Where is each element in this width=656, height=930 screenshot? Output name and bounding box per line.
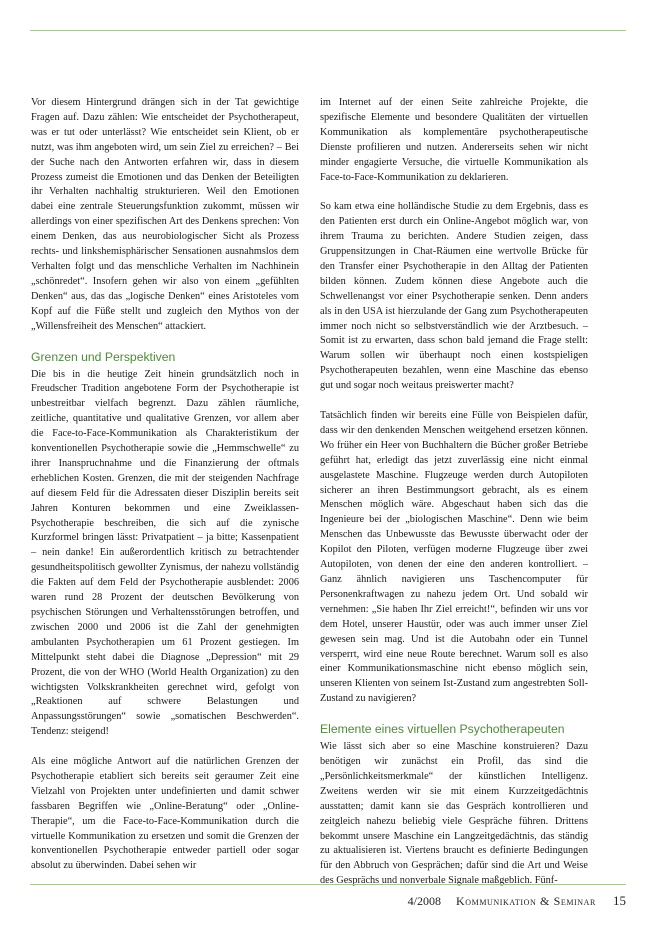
issue-number: 4/2008 — [407, 894, 441, 908]
right-column — [320, 96, 588, 889]
paragraph: im Internet auf der einen Seite zahlreiche Projekte, die spezifische Elemente und besondere Qualitäten der virtuellen Kommunikation als komplementäre psychotherapeutische Dienste profilieren und nutzen. Andererseits sehen wir nicht minder engagierte Versuche, die virtuelle Kommunikation als Face-to-Face-Kommunikation zu deklarieren. — [320, 97, 588, 183]
page-number: 15 — [613, 893, 626, 908]
paragraph: Tatsächlich finden wir bereits eine Fülle von Beispielen dafür, dass wir den denkenden Menschen weitgehend ersetzen können. Wo früher ein Heer von Buchhaltern die Bücher großer Betriebe geführt hat, erledigt das jetzt zuverlässig eine nicht einmal ausgelastete Maschine. Flugzeuge werden durch Autopiloten sicherer an ihren Bestimmungsort gebracht, als es einem Menschen möglich wäre. Abgeschaut haben sich das die Ingenieure bei der „biologischen Maschine“. Denn wie beim Menschen das Unbewusste das Bewusste überwacht oder der Kopilot den Piloten, verfügen moderne Flugzeuge über zwei Autopiloten, von denen der eine den anderen kontrolliert. – Ganz ähnlich navigieren uns Taschencomputer für Personenkraftwagen zu nahezu jedem Ort. Und sobald wir vernehmen: „Sie haben Ihr Ziel erreicht!“, befinden wir uns vor dem Hotel, unserer Haustür, oder was auch immer unser Ziel gewesen sein mag. Und ist die Autobahn oder ein Tunnel versperrt, wird eine neue Route berechnet. Warum soll es also einer Kommunikationsmaschine nicht ebenso möglich sein, unseren Klienten von seinem Ist-Zustand zum angestrebten Soll-Zustand zu navigieren? — [320, 410, 588, 705]
section-heading: Elemente eines virtuellen Psychotherapeuten — [320, 722, 565, 737]
paragraph: Wie lässt sich aber so eine Maschine konstruieren? Dazu benötigen wir zunächst ein Profil, das sind die „Persönlichkeitsmerkmale“ der künstlichen Intelligenz. Zweitens werden wir sie mit einem Kurzzeitgedächtnis ausstatten; damit kann sie das Gespräch kontrollieren und zeitgleich nahezu beliebig viele Gespräche führen. Drittens bekommt unsere Maschine ein Langzeitgedächtnis, das ständig zu aktualisieren ist. Viertens braucht es definierte Bedingungen für den Abbruch von Gesprächen; dafür sind die Art und Weise des Gesprächs und nonverbale Signale maßgeblich. Fünf- — [320, 741, 588, 887]
page-footer — [408, 893, 626, 909]
paragraph: Vor diesem Hintergrund drängen sich in der Tat gewichtige Fragen auf. Dazu zählen: Wie entscheidet der Psychotherapeut, was er tut oder unterlässt? Wie entscheidet sein Klient, ob er nutzt, was ihm angeboten wird, um sein Ziel zu erreichen? – Bei der Suche nach den Antworten erfahren wir, dass in diesem Prozess zumeist die Emotionen und das Denken der Beteiligten ihr Verhalten nachhaltig strukturieren. Weil den Emotionen dabei eine zentrale Steuerungsfunktion zukommt, müssen wir allerdings von einer spezifischen Art des Denkens sprechen: Von einem Denken, das aus neurobiologischer Sicht als Prozess rechts- und linkshemisphärischer Sensationen ausnahmslos dem Verhalten folgt und das menschliche Verhalten im Nachhinein „schönredet“. Insofern gehen wir also von einem „gefühlten Denken“ aus, das das „logische Denken“ eines Aristoteles vom Kopf auf die Füße stellt und zugleich den Mythos von der „Willensfreiheit des Menschen“ attackiert. — [31, 97, 299, 332]
bottom-rule — [30, 884, 626, 885]
left-column — [31, 96, 299, 874]
paragraph: Als eine mögliche Antwort auf die natürlichen Grenzen der Psychotherapie etabliert sich bereits seit geraumer Zeit eine Vielzahl von Projekten unter undefinierten und damit schwer fassbaren Begriffen wie „Online-Beratung“ oder „Online-Therapie“, um die Face-to-Face-Kommunikation durch die virtuelle Kommunikation zu ersetzen und somit die Grenzen der konventionellen Psychotherapie entweder partiell oder sogar absolut zu überwinden. Dabei sehen wir — [31, 756, 299, 872]
paragraph: So kam etwa eine holländische Studie zu dem Ergebnis, dass es den Patienten erst durch ein Online-Angebot möglich war, von ihrem Trauma zu berichten. Andere Studien zeigen, dass Gruppensitzungen in Chat-Räumen eine wertvolle Brücke für den Transfer einer Psychotherapie in den Alltag der Patienten bilden können. Zudem können diese Angebote auch die Schwellenangst vor einer Psychotherapie senken. Denn anders als in den USA ist hierzulande der Gang zum Psychotherapeuten immer noch nicht so selbstverständlich wie der Arztbesuch. – Somit ist zu erwarten, dass schon bald jemand die Frage stellt: Warum sollen wir überhaupt noch einen kostspieligen Psychotherapeuten bezahlen, wenn eine Maschine das ebenso gut und sogar noch weitaus preiswerter macht? — [320, 201, 588, 392]
section-heading: Grenzen und Perspektiven — [31, 349, 176, 364]
top-rule — [30, 30, 626, 31]
paragraph: Die bis in die heutige Zeit hinein grundsätzlich noch in Freudscher Tradition angebotene Form der Psychotherapie ist unbestreitbar vielfach begrenzt. Dazu zählen räumliche, zeitliche, quantitative und qualitative Grenzen, vor allem aber die Face-to-Face-Kommunikation als Charakteristikum der konventionellen Psychotherapie sowie die „Hemmschwelle“ zu ihrer Inanspruchnahme und die Finanzierung der oftmals erheblichen Kosten. Grenzen, die mit der steigenden Nachfrage auf diesem Feld für die Adressaten dieser Disziplin bereits seit Jahren Konturen bekommen und eine Zweiklassen-Psychotherapie beschreiben, die sich auf die zynische Kurzformel bringen lässt: Privatpatient – ja bitte; Kassenpatient – nein danke! Ein außerordentlich kritisch zu betrachtender gesundheitspolitisch gewollter Zynismus, der nahezu vollständig die Fakten auf dem Feld der Psychotherapie ausblendet: 2006 waren rund 28 Prozent der deutschen Bevölkerung von psychischen Störungen und Verhaltensstörungen betroffen, und zwischen 2000 und 2006 ist die Zahl der genehmigten ambulanten Psychotherapien um 61 Prozent gestiegen. Im Mittelpunkt steht dabei die Diagnose „Depression“ mit 29 Prozent, die von der WHO (World Health Organization) zu den wichtigsten Volkskrankheiten gerechnet wird, gefolgt von „Reaktionen auf schwere Belastungen und Anpassungsstörungen“ sowie „somatischen Beschwerden“. Tendenz: steigend! — [31, 368, 299, 738]
journal-title: Kommunikation & Seminar — [455, 894, 596, 908]
